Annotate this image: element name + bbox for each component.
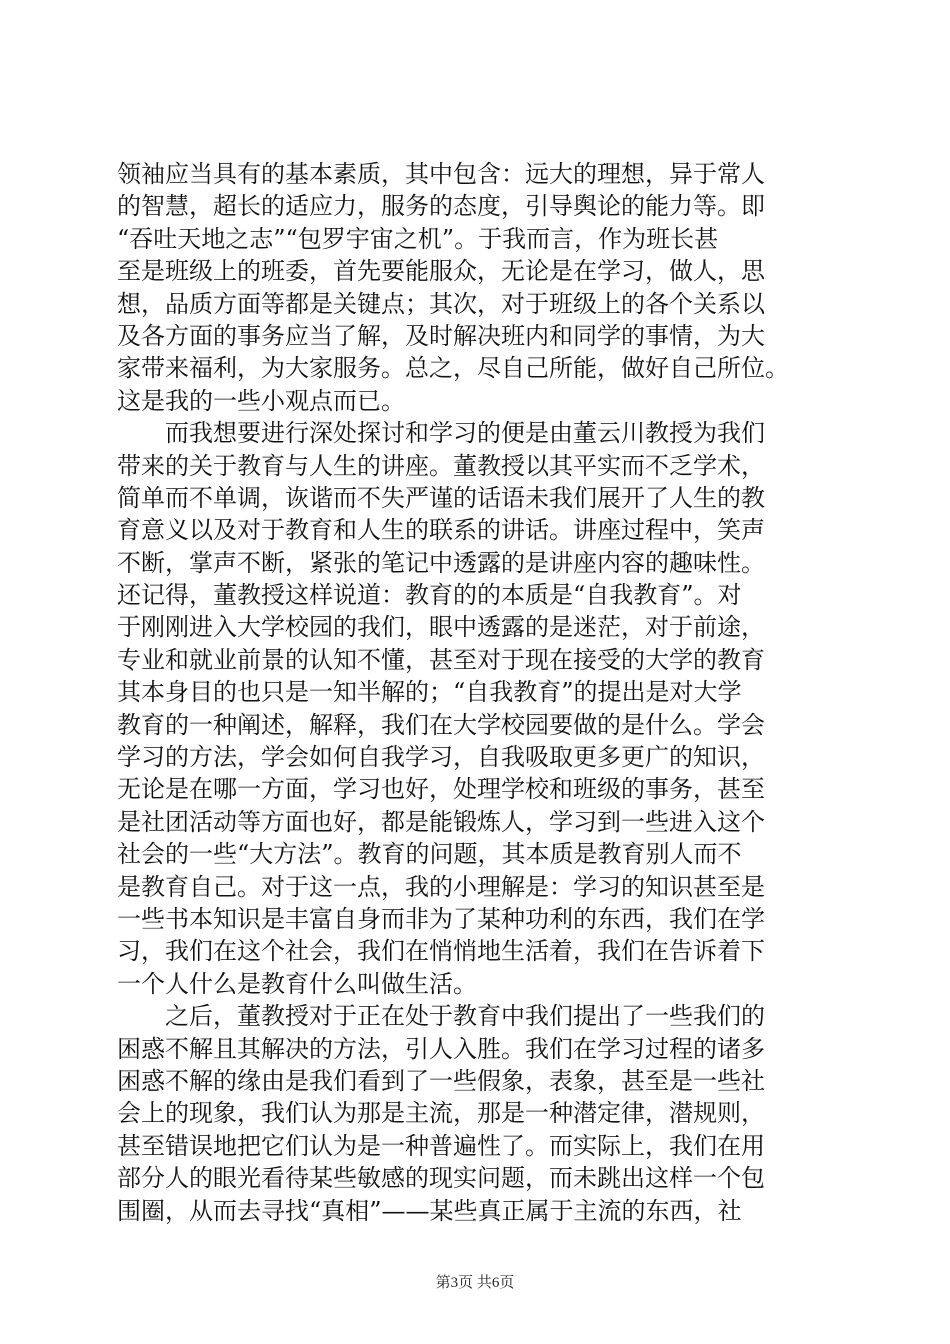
text-line: 困惑不解的缘由是我们看到了一些假象，表象，甚至是一些社 xyxy=(117,1066,765,1095)
text-line: 的智慧，超长的适应力，服务的态度，引导舆论的能力等。即 xyxy=(117,192,765,221)
text-line: 这是我的一些小观点而已。 xyxy=(117,386,405,415)
text-line: 会上的现象，我们认为那是主流，那是一种潜定律，潜规则， xyxy=(117,1099,765,1128)
text-line: 教育的一种阐述，解释，我们在大学校园要做的是什么。学会 xyxy=(117,710,765,739)
text-line: 于刚刚进入大学校园的我们，眼中透露的是迷茫，对于前途， xyxy=(117,613,765,642)
text-line: 其本身目的也只是一知半解的；“自我教育”的提出是对大学 xyxy=(117,678,742,707)
text-line: “吞吐天地之志”“包罗宇宙之机”。于我而言，作为班长甚 xyxy=(117,224,719,253)
text-line: 还记得，董教授这样说道：教育的的本质是“自我教育”。对 xyxy=(117,581,742,610)
page-number-footer: 第3页 共6页 xyxy=(435,1275,515,1291)
text-line: 之后，董教授对于正在处于教育中我们提出了一些我们的 xyxy=(117,1002,765,1031)
document-body xyxy=(117,158,837,1227)
text-line: 困惑不解且其解决的方法，引人入胜。我们在学习过程的诸多 xyxy=(117,1034,765,1063)
text-line: 一些书本知识是丰富自身而非为了某种功利的东西，我们在学 xyxy=(117,904,765,933)
text-line: 学习的方法，学会如何自我学习，自我吸取更多更广的知识， xyxy=(117,743,765,772)
text-line: 一个人什么是教育什么叫做生活。 xyxy=(117,969,477,998)
text-line: 及各方面的事务应当了解，及时解决班内和同学的事情，为大 xyxy=(117,321,765,350)
text-line: 习，我们在这个社会，我们在悄悄地生活着，我们在告诉着下 xyxy=(117,937,765,966)
text-line: 是社团活动等方面也好，都是能锻炼人，学习到一些进入这个 xyxy=(117,807,765,836)
text-line: 社会的一些“大方法”。教育的问题，其本质是教育别人而不 xyxy=(117,840,742,869)
text-line: 围圈，从而去寻找“真相”——某些真正属于主流的东西，社 xyxy=(117,1196,742,1225)
text-line: 而我想要进行深处探讨和学习的便是由董云川教授为我们 xyxy=(117,419,765,448)
text-line: 不断，掌声不断，紧张的笔记中透露的是讲座内容的趣味性。 xyxy=(117,548,765,577)
text-line: 甚至错误地把它们认为是一种普遍性了。而实际上，我们在用 xyxy=(117,1131,765,1160)
text-line: 领袖应当具有的基本素质，其中包含：远大的理想，异于常人 xyxy=(117,160,765,188)
text-line: 带来的关于教育与人生的讲座。董教授以其平实而不乏学术， xyxy=(117,451,765,480)
text-line: 至是班级上的班委，首先要能服众，无论是在学习，做人，思 xyxy=(117,257,765,286)
text-line: 家带来福利，为大家服务。总之，尽自己所能，做好自己所位。 xyxy=(117,354,789,383)
text-line: 简单而不单调，诙谐而不失严谨的话语未我们展开了人生的教 xyxy=(117,483,765,512)
text-line: 无论是在哪一方面，学习也好，处理学校和班级的事务，甚至 xyxy=(117,775,765,804)
text-line: 部分人的眼光看待某些敏感的现实问题，而未跳出这样一个包 xyxy=(117,1164,765,1193)
text-line: 专业和就业前景的认知不懂，甚至对于现在接受的大学的教育 xyxy=(117,645,765,674)
text-line: 是教育自己。对于这一点，我的小理解是：学习的知识甚至是 xyxy=(117,872,765,901)
text-line: 育意义以及对于教育和人生的联系的讲话。讲座过程中，笑声 xyxy=(117,516,765,545)
text-line: 想，品质方面等都是关键点；其次，对于班级上的各个关系以 xyxy=(117,289,765,318)
